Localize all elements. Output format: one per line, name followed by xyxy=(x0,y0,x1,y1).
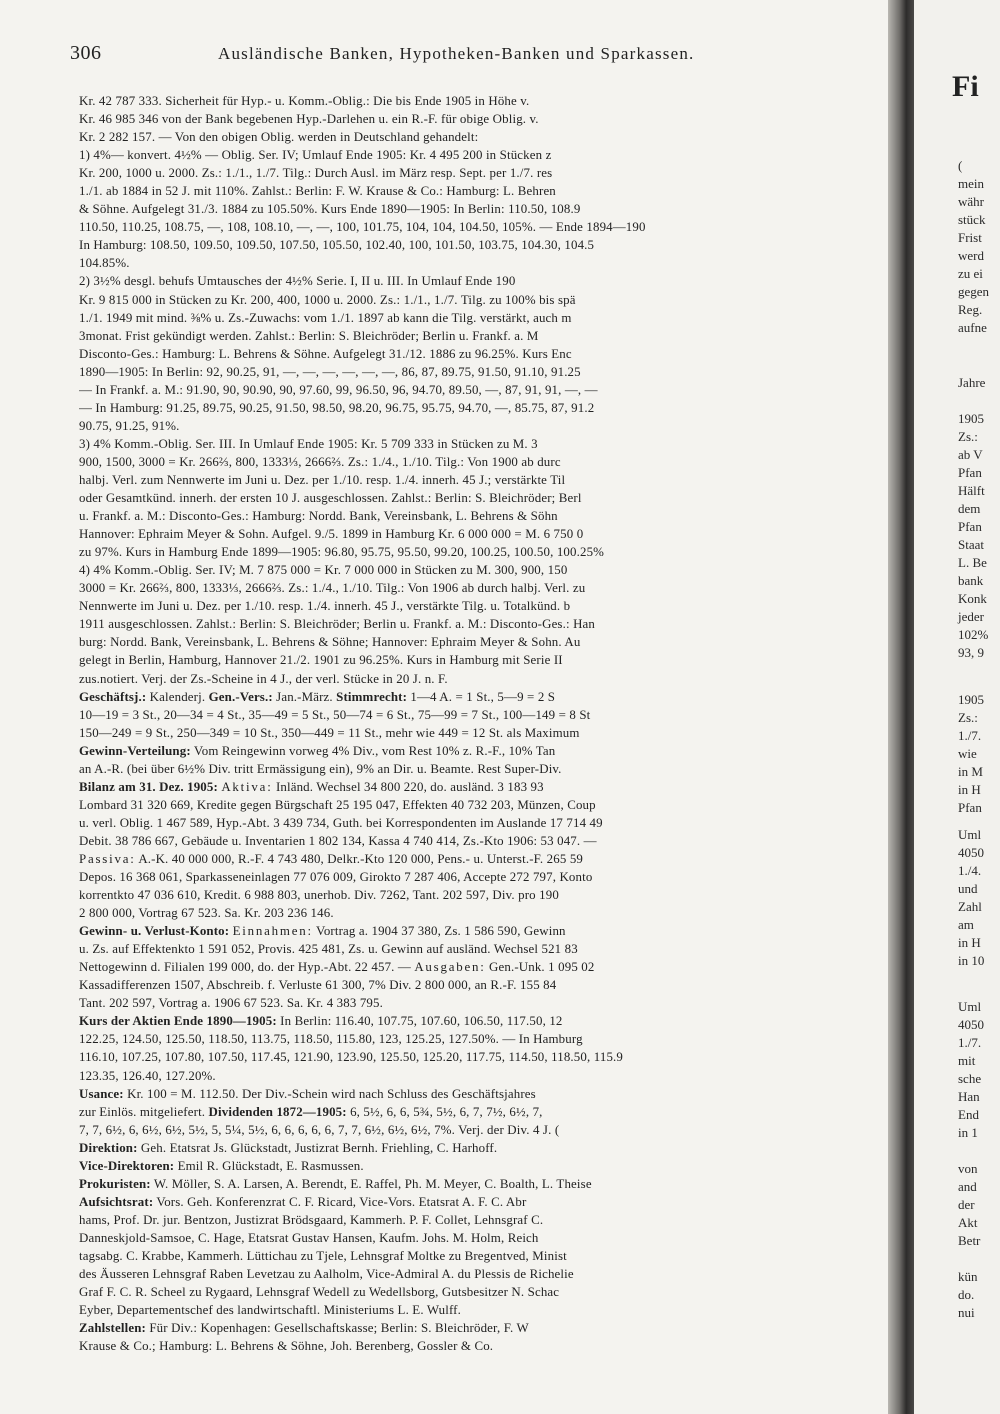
text-line: Kurs der Aktien Ende 1890—1905: In Berlin: 116.40, 107.75, 107.60, 106.50, 117.50, 12 xyxy=(79,1014,563,1029)
facing-page-fragment: nui xyxy=(958,1305,975,1320)
text-line: In Hamburg: 108.50, 109.50, 109.50, 107.50, 105.50, 102.40, 100, 101.50, 103.75, 104.30, 104.5 xyxy=(79,238,595,253)
facing-page-fragment: Uml xyxy=(958,999,982,1014)
text-line: 1) 4%— konvert. 4½% — Oblig. Ser. IV; Umlauf Ende 1905: Kr. 4 495 200 in Stücken z xyxy=(79,148,552,163)
text-line: Nettogewinn d. Filialen 199 000, do. der Hyp.-Abt. 22 457. — Ausgaben: Gen.-Unk. 1 095 02 xyxy=(79,960,595,975)
facing-page-fragment: Pfan xyxy=(958,800,982,815)
text-line: 110.50, 110.25, 108.75, —, 108, 108.10, —, —, 100, 101.75, 104, 104, 104.50, 105%. — Ende 1894—190 xyxy=(79,220,646,235)
text-line: Kr. 200, 1000 u. 2000. Zs.: 1./1., 1./7. Tilg.: Durch Ausl. im März resp. Sept. per 1./7. res xyxy=(79,166,553,181)
text-line: Kr. 9 815 000 in Stücken zu Kr. 200, 400, 1000 u. 2000. Zs.: 1./1., 1./7. Tilg. zu 100% bis spä xyxy=(79,292,576,307)
text-line: 1911 ausgeschlossen. Zahlst.: Berlin: S. Bleichröder; Berlin u. Frankf. a. M.: Disconto-Ges.: Han xyxy=(79,617,596,632)
facing-page-fragment: stück xyxy=(958,212,986,227)
facing-page-fragment: bank xyxy=(958,573,984,588)
facing-page-fragment: Pfan xyxy=(958,465,982,480)
text-line: Kassadifferenzen 1507, Abschreib. f. Verluste 61 300, 7% Div. 2 800 000, an R.-F. 155 84 xyxy=(79,978,557,993)
text-line: u. Frankf. a. M.: Disconto-Ges.: Hamburg: Nordd. Bank, Vereinsbank, L. Behrens & Söhn xyxy=(79,509,558,524)
text-line: korrentkto 47 036 610, Kredit. 6 988 803, unerhob. Div. 7262, Tant. 202 597, Div. pro 190 xyxy=(79,888,559,903)
text-line: 2) 3½% desgl. behufs Umtausches der 4½% Serie. I, II u. III. In Umlauf Ende 190 xyxy=(79,274,516,289)
facing-page-fragment: 102% xyxy=(958,627,989,642)
text-line: Kr. 46 985 346 von der Bank begebenen Hyp.-Darlehen u. ein R.-F. für obige Oblig. v. xyxy=(79,112,539,127)
facing-page-fragment: Akt xyxy=(958,1215,978,1230)
text-line: 122.25, 124.50, 125.50, 118.50, 113.75, 118.50, 115.80, 123, 125.25, 127.50%. — In Hamburg xyxy=(79,1032,583,1047)
text-line: Hannover: Ephraim Meyer & Sohn. Aufgel. 9./5. 1899 in Hamburg Kr. 6 000 000 = M. 6 750 0 xyxy=(79,527,584,542)
facing-page-fragment: 93, 9 xyxy=(958,645,984,660)
facing-page-fragment: wie xyxy=(958,746,977,761)
text-line: Eyber, Departementschef des landwirtschaftl. Ministeriums L. E. Wulff. xyxy=(79,1303,461,1318)
text-line: zu 97%. Kurs in Hamburg Ende 1899—1905: 96.80, 95.75, 95.50, 99.20, 100.25, 100.50, 100.25% xyxy=(79,545,605,560)
text-line: Disconto-Ges.: Hamburg: L. Behrens & Söhne. Aufgelegt 31./12. 1886 zu 96.25%. Kurs Enc xyxy=(79,346,572,361)
text-line: Kr. 42 787 333. Sicherheit für Hyp.- u. Komm.-Oblig.: Die bis Ende 1905 in Höhe v. xyxy=(79,94,530,108)
facing-page-fragment: 4050 xyxy=(958,1017,984,1032)
text-line: an A.-R. (bei über 6½% Div. tritt Ermässigung ein), 9% an Dir. u. Beamte. Rest Super-Div. xyxy=(79,761,562,776)
text-line: 2 800 000, Vortrag 67 523. Sa. Kr. 203 236 146. xyxy=(79,906,334,921)
facing-page-fragment: ab V xyxy=(958,447,983,462)
facing-page-fragment: L. Be xyxy=(958,555,987,570)
facing-page-fragment: 1./7. xyxy=(958,728,982,743)
text-line: Nennwerte im Juni u. Dez. per 1./10. resp. 1./4. innerh. 45 J., verstärkte Tilg. u. Totalkünd. b xyxy=(79,599,571,614)
text-column xyxy=(79,92,877,1355)
facing-page-fragment: 4050 xyxy=(958,845,984,860)
text-line: 1./1. ab 1884 in 52 J. mit 110%. Zahlst.: Berlin: F. W. Krause & Co.: Hamburg: L. Behren xyxy=(79,184,556,199)
facing-page-fragment: 1./7. xyxy=(958,1035,982,1050)
facing-page-fragment: in 1 xyxy=(958,1125,978,1140)
text-line: 123.35, 126.40, 127.20%. xyxy=(79,1068,216,1083)
text-line: Debit. 38 786 667, Gebäude u. Inventarien 1 802 134, Kassa 4 740 414, Zs.-Kto 1906: 53 047. — xyxy=(79,833,597,848)
text-line: u. verl. Oblig. 1 467 589, Hyp.-Abt. 3 439 734, Guth. bei Korrespondenten im Auslande 17 714 49 xyxy=(79,815,603,830)
facing-page-fragment: Betr xyxy=(958,1233,981,1248)
facing-page-fragment: Reg. xyxy=(958,302,983,317)
text-line: Aufsichtsrat: Vors. Geh. Konferenzrat C. F. Ricard, Vice-Vors. Etatsrat A. F. C. Abr xyxy=(79,1194,527,1209)
text-line: Passiva: A.-K. 40 000 000, R.-F. 4 743 480, Delkr.-Kto 120 000, Pens.- u. Unterst.-F. 265 59 xyxy=(79,851,584,866)
text-line: zur Einlös. mitgeliefert. Dividenden 1872—1905: 6, 5½, 6, 6, 5¾, 5½, 6, 7, 7½, 6½, 7, xyxy=(79,1104,543,1119)
text-line: 3monat. Frist gekündigt werden. Zahlst.: Berlin: S. Bleichröder; Berlin u. Frankf. a. M xyxy=(79,328,539,343)
facing-page-fragment: Hälft xyxy=(958,483,985,498)
facing-page-fragment: Pfan xyxy=(958,519,982,534)
text-line: 3) 4% Komm.-Oblig. Ser. III. In Umlauf Ende 1905: Kr. 5 709 333 in Stücken zu M. 3 xyxy=(79,436,538,451)
facing-page-fragment: Han xyxy=(958,1089,980,1104)
text-line: burg: Nordd. Bank, Vereinsbank, L. Behrens & Söhne; Hannover: Ephraim Meyer & Sohn. Au xyxy=(79,635,581,650)
facing-page-fragment: 1905 xyxy=(958,411,984,426)
text-line: Tant. 202 597, Vortrag a. 1906 67 523. Sa. Kr. 4 383 795. xyxy=(79,996,383,1011)
text-line: Direktion: Geh. Etatsrat Js. Glückstadt, Justizrat Bernh. Friehling, C. Harhoff. xyxy=(79,1140,498,1155)
text-line: Lombard 31 320 669, Kredite gegen Bürgschaft 25 195 047, Effekten 40 732 203, Münzen, Coup xyxy=(79,797,596,812)
facing-page-fragment: und xyxy=(958,881,978,896)
text-line: Danneskjold-Samsoe, C. Hage, Etatsrat Gustav Hansen, Kaufm. Johs. M. Holm, Reich xyxy=(79,1230,539,1245)
text-line: 90.75, 91.25, 91%. xyxy=(79,418,180,433)
facing-page-fragment: dem xyxy=(958,501,981,516)
facing-page-fragment: werd xyxy=(958,248,984,263)
text-line: 116.10, 107.25, 107.80, 107.50, 117.45, 121.90, 123.90, 125.50, 125.20, 117.75, 114.50, 118.50, 115.9 xyxy=(79,1050,624,1065)
text-line: 1890—1905: In Berlin: 92, 90.25, 91, —, —, —, —, —, —, 86, 87, 89.75, 91.50, 91.10, 91.25 xyxy=(79,364,581,379)
text-line: Bilanz am 31. Dez. 1905: Aktiva: Inländ. Wechsel 34 800 220, do. ausländ. 3 183 93 xyxy=(79,779,544,794)
text-line: — In Hamburg: 91.25, 89.75, 90.25, 91.50, 98.50, 98.20, 96.75, 95.75, 94.70, —, 85.75, 87, 91.2 xyxy=(79,400,595,415)
page-number: 306 xyxy=(70,42,102,64)
text-line: Krause & Co.; Hamburg: L. Behrens & Söhne, Joh. Berenberg, Gossler & Co. xyxy=(79,1339,494,1354)
facing-page-fragment: kün xyxy=(958,1269,978,1284)
text-line: 3000 = Kr. 266⅔, 800, 1333⅓, 2666⅔. Zs.: 1./4., 1./10. Tilg.: Von 1906 ab durch halbj. Verl. zu xyxy=(79,581,586,596)
facing-page-fragment: and xyxy=(958,1179,977,1194)
text-line: Usance: Kr. 100 = M. 112.50. Der Div.-Schein wird nach Schluss des Geschäftsjahres xyxy=(79,1086,536,1101)
text-line: Gewinn-Verteilung: Vom Reingewinn vorweg 4% Div., vom Rest 10% z. R.-F., 10% Tan xyxy=(79,743,556,758)
facing-page-fragment: in 10 xyxy=(958,953,985,968)
facing-page-fragment: am xyxy=(958,917,974,932)
facing-page-fragment: gegen xyxy=(958,284,990,299)
text-line: 7, 7, 6½, 6, 6½, 6½, 5½, 5, 5¼, 5½, 6, 6, 6, 6, 6, 7, 7, 6½, 6½, 6½, 7%. Verj. der Div. 4 J. ( xyxy=(79,1122,560,1137)
facing-page-fragment: aufne xyxy=(958,320,987,335)
text-line: 104.85%. xyxy=(79,256,130,271)
facing-page-fragment: do. xyxy=(958,1287,975,1302)
facing-page-fragment: Zs.: xyxy=(958,710,978,725)
facing-page-fragment: Frist xyxy=(958,230,982,245)
running-header: Ausländische Banken, Hypotheken-Banken und Sparkassen. xyxy=(218,44,695,63)
facing-page-fragment: Uml xyxy=(958,827,982,842)
text-line: tagsabg. C. Krabbe, Kammerh. Lüttichau zu Tjele, Lehnsgraf Moltke zu Bregentved, Minist xyxy=(79,1249,567,1263)
text-line: 900, 1500, 3000 = Kr. 266⅔, 800, 1333⅓, 2666⅔. Zs.: 1./4., 1./10. Tilg.: Von 1900 ab durc xyxy=(79,454,561,469)
facing-page-fragment: der xyxy=(958,1197,975,1212)
text-line: Gewinn- u. Verlust-Konto: Einnahmen: Vortrag a. 1904 37 380, Zs. 1 586 590, Gewinn xyxy=(79,924,566,939)
text-line: Depos. 16 368 061, Sparkasseneinlagen 77 076 009, Girokto 7 287 406, Accepte 272 797, Konto xyxy=(79,870,593,885)
text-line: 150—249 = 9 St., 250—349 = 10 St., 350—449 = 11 St., mehr wie 449 = 12 St. als Maximum xyxy=(79,725,580,740)
text-line: & Söhne. Aufgelegt 31./3. 1884 zu 105.50%. Kurs Ende 1890—1905: In Berlin: 110.50, 108.9 xyxy=(79,202,581,217)
facing-page xyxy=(914,0,1000,1414)
text-line: oder Gesamtkünd. innerh. der ersten 10 J. ausgeschlossen. Zahlst.: Berlin: S. Bleichröder; Berl xyxy=(79,491,582,506)
text-line: des Äusseren Lehnsgraf Raben Levetzau zu Aalholm, Vice-Admiral A. du Plessis de Richelie xyxy=(79,1267,574,1282)
text-line: Prokuristen: W. Möller, S. A. Larsen, A. Berendt, E. Raffel, Ph. M. Meyer, C. Boalth, L. Theise xyxy=(79,1176,592,1191)
facing-page-fragment: von xyxy=(958,1161,978,1176)
text-line: u. Zs. auf Effektenkto 1 591 052, Provis. 425 481, Zs. u. Gewinn auf ausländ. Wechsel 521 83 xyxy=(79,942,578,957)
facing-page-fragment: Jahre xyxy=(958,375,986,390)
facing-page-fragment: in H xyxy=(958,782,981,797)
text-line: 10—19 = 3 St., 20—34 = 4 St., 35—49 = 5 St., 50—74 = 6 St., 75—99 = 7 St., 100—149 = 8 St xyxy=(79,707,591,722)
facing-page-fragment: währ xyxy=(958,194,984,209)
facing-page-fragment: Zs.: xyxy=(958,429,978,444)
text-line: Graf F. C. R. Scheel zu Rygaard, Lehnsgraf Wedell zu Wedellsborg, Gutsbesitzer N. Schac xyxy=(79,1285,560,1300)
facing-page-fragment: sche xyxy=(958,1071,982,1086)
text-line: hams, Prof. Dr. jur. Bentzon, Justizrat Brödsgaard, Kammerh. P. F. Collet, Lehnsgraf C. xyxy=(79,1212,544,1227)
text-line: Geschäftsj.: Kalenderj. Gen.-Vers.: Jan.-März. Stimmrecht: 1—4 A. = 1 St., 5—9 = 2 S xyxy=(79,689,556,704)
text-line: zus.notiert. Verj. der Zs.-Scheine in 4 J., der verl. Stücke in 20 J. n. F. xyxy=(79,671,448,686)
facing-page-fragment: End xyxy=(958,1107,979,1122)
facing-page-fragment: ( xyxy=(958,158,963,173)
facing-page-fragment: mein xyxy=(958,176,984,191)
text-line: 4) 4% Komm.-Oblig. Ser. IV; M. 7 875 000 = Kr. 7 000 000 in Stücken zu M. 300, 900, 150 xyxy=(79,563,568,578)
facing-page-fragment: in M xyxy=(958,764,983,779)
facing-page-title: Fi xyxy=(952,70,979,103)
facing-page-fragment: jeder xyxy=(958,609,984,624)
facing-page-fragment: 1./4. xyxy=(958,863,982,878)
facing-page-fragment: Staat xyxy=(958,537,984,552)
text-line: halbj. Verl. zum Nennwerte im Juni u. Dez. per 1./10. resp. 1./4. innerh. 45 J.; verstärkte Til xyxy=(79,472,566,487)
facing-page-fragment: zu ei xyxy=(958,266,983,281)
text-line: Vice-Direktoren: Emil R. Glückstadt, E. Rasmussen. xyxy=(79,1158,364,1173)
facing-page-fragment: 1905 xyxy=(958,692,984,707)
facing-page-fragment: mit xyxy=(958,1053,976,1068)
text-line: gelegt in Berlin, Hamburg, Hannover 21./2. 1901 zu 96.25%. Kurs in Hamburg mit Serie II xyxy=(79,653,563,668)
book-binding xyxy=(888,0,914,1414)
text-line: — In Frankf. a. M.: 91.90, 90, 90.90, 90, 97.60, 99, 96.50, 96, 94.70, 89.50, —, 87, 91, 91, —, — xyxy=(79,382,598,397)
text-line: Zahlstellen: Für Div.: Kopenhagen: Gesellschaftskasse; Berlin: S. Bleichröder, F. W xyxy=(79,1321,529,1336)
text-line: Kr. 2 282 157. — Von den obigen Oblig. werden in Deutschland gehandelt: xyxy=(79,130,479,145)
facing-page-fragment: in H xyxy=(958,935,981,950)
facing-page-fragment: Zahl xyxy=(958,899,982,914)
facing-page-fragment: Konk xyxy=(958,591,987,606)
text-line: 1./1. 1949 mit mind. ⅜% u. Zs.-Zuwachs: vom 1./1. 1897 ab kann die Tilg. verstärkt, auch m xyxy=(79,310,572,325)
